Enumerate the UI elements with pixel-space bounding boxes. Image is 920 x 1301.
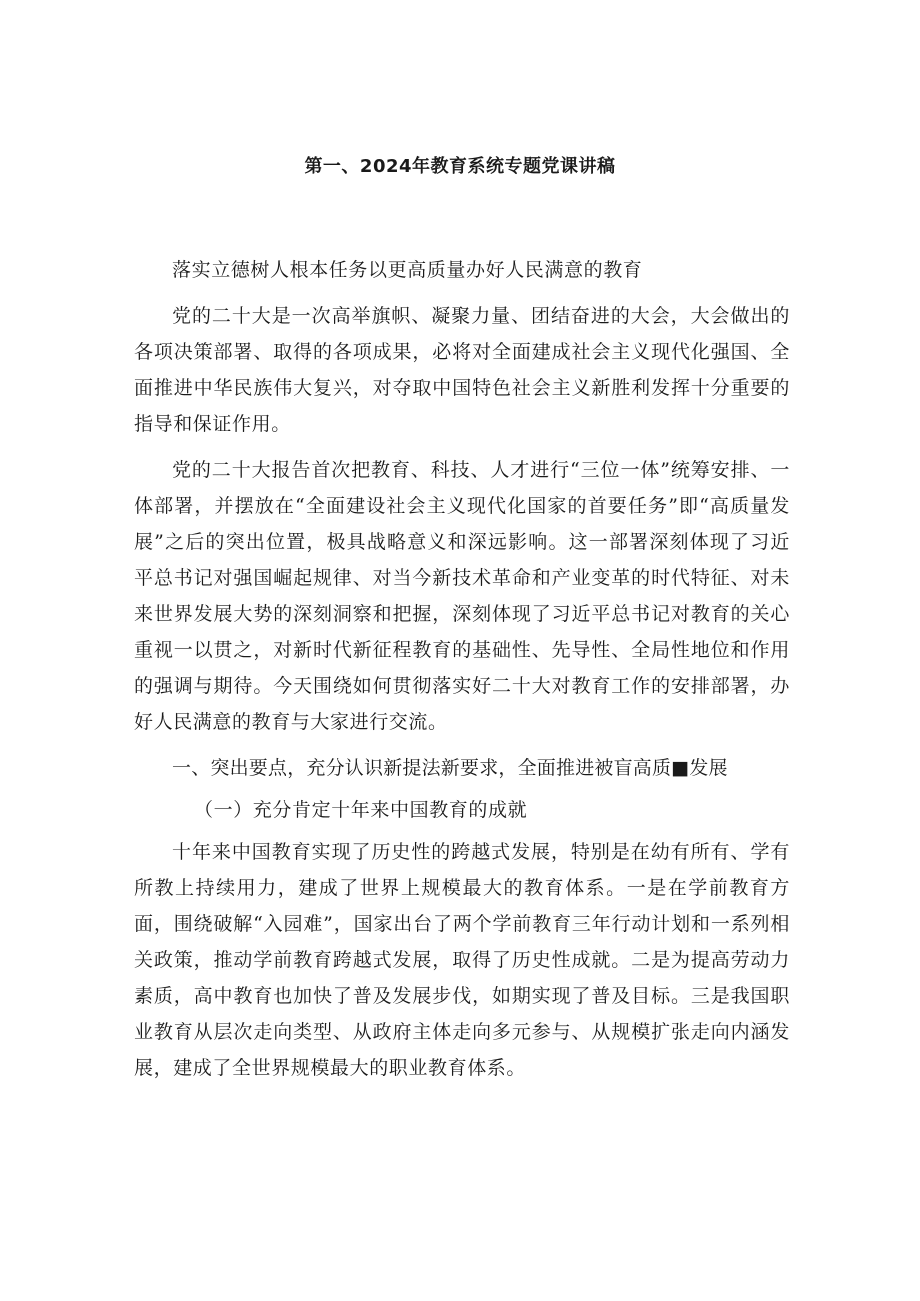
paragraph-intro: 党的二十大是一次高举旗帜、凝聚力量、团结奋进的大会，大会做出的各项决策部署、取得的各项成果，必将对全面建成社会主义现代化强国、全面推进中华民族伟大复兴，对夺取中国特色社会主义新胜利发挥十分重要的指导和保证作用。 (134, 305, 790, 435)
section-heading-1: 一、突出要点，充分认识新提法新要求，全面推进被盲高质■发展 (172, 757, 728, 779)
paragraph-achievements: 十年来中国教育实现了历史性的跨越式发展，特别是在幼有所有、学有所教上持续用力，建成了世界上规模最大的教育体系。一是在学前教育方面，围绕破解“入园难”，国家出台了两个学前教育三年行动计划和一系列相关政策，推动学前教育跨越式发展，取得了历史性成就。二是为提高劳动力素质，高中教育也加快了普及发展步伐，如期实现了普及目标。三是我国职业教育从层次走向类型、从政府主体走向多元参与、从规模扩张走向内涵发展，建成了全世界规模最大的职业教育体系。 (134, 841, 790, 1079)
paragraph-report: 党的二十大报告首次把教育、科技、人才进行“三位一体”统筹安排、一体部署，并摆放在“全面建设社会主义现代化国家的首要任务”即“高质量发展”之后的突出位置，极具战略意义和深远影响。这一部署深刻体现了习近平总书记对强国崛起规律、对当今新技术革命和产业变革的时代特征、对未来世界发展大势的深刻洞察和把握，深刻体现了习近平总书记对教育的关心重视一以贯之，对新时代新征程教育的基础性、先导性、全局性地位和作用的强调与期待。今天围绕如何贯彻落实好二十大对教育工作的安排部署，办好人民满意的教育与大家进行交流。 (134, 459, 790, 733)
document-body (134, 252, 790, 1096)
document-title: 第一、2024年教育系统专题党课讲稿 (304, 156, 616, 177)
speech-subtitle: 落实立德树人根本任务以更高质量办好人民满意的教育 (172, 259, 643, 281)
subsection-heading-1: （一）充分肯定十年来中国教育的成就 (194, 799, 528, 821)
